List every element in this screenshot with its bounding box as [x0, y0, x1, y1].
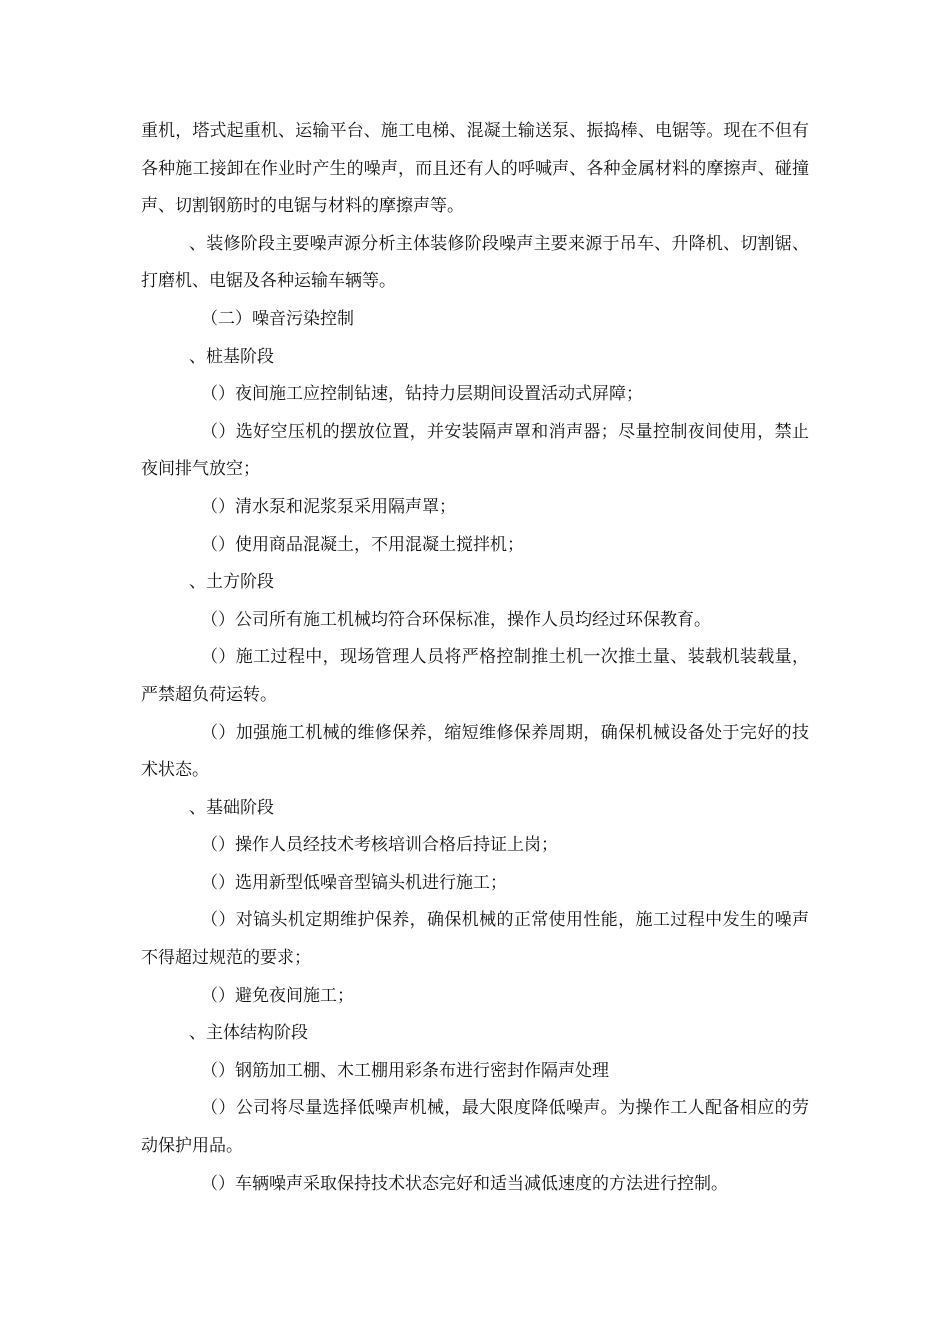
list-item: （）施工过程中，现场管理人员将严格控制推土机一次推土量、装载机装载量，严禁超负荷运转。 — [141, 647, 809, 705]
subheading-foundation-stage: 、基础阶段 — [189, 797, 274, 818]
list-item: （）使用商品混凝土，不用混凝土搅拌机； — [201, 534, 524, 555]
document-body — [141, 113, 809, 1203]
section-heading-noise-control: （二）噪音污染控制 — [201, 308, 354, 329]
subheading-pile-stage: 、桩基阶段 — [189, 346, 274, 367]
list-item: （）公司所有施工机械均符合环保标准，操作人员均经过环保教育。 — [201, 609, 711, 630]
list-item: （）加强施工机械的维修保养，缩短维修保养周期，确保机械设备处于完好的技术状态。 — [141, 722, 809, 781]
list-item: （）钢筋加工棚、木工棚用彩条布进行密封作隔声处理 — [201, 1060, 609, 1081]
paragraph-continuation: 重机，塔式起重机、运输平台、施工电梯、混凝土输送泵、振捣棒、电锯等。现在不但有各种施工接卸在作业时产生的噪声，而且还有人的呼喊声、各种金属材料的摩擦声、碰撞声、切割钢筋时的电锯与材料的摩擦声等。 — [141, 121, 809, 217]
list-item: （）夜间施工应控制钻速，钻持力层期间设置活动式屏障； — [201, 384, 643, 405]
subheading-main-structure-stage: 、主体结构阶段 — [189, 1023, 308, 1044]
list-item: （）操作人员经技术考核培训合格后持证上岗； — [201, 835, 558, 856]
subheading-earthwork-stage: 、土方阶段 — [189, 572, 274, 593]
paragraph-decoration-noise: 、装修阶段主要噪声源分析主体装修阶段噪声主要来源于吊车、升降机、切割锯、打磨机、电锯及各种运输车辆等。 — [141, 233, 809, 292]
list-item: （）避免夜间施工； — [201, 985, 354, 1006]
list-item: （）选好空压机的摆放位置，并安装隔声罩和消声器；尽量控制夜间使用，禁止夜间排气放空； — [141, 421, 809, 480]
list-item: （）公司将尽量选择低噪声机械，最大限度降低噪声。为操作工人配备相应的劳动保护用品。 — [141, 1098, 809, 1157]
list-item: （）车辆噪声采取保持技术状态完好和适当减低速度的方法进行控制。 — [201, 1173, 728, 1194]
list-item: （）对镐头机定期维护保养，确保机械的正常使用性能，施工过程中发生的噪声不得超过规范的要求； — [141, 910, 809, 969]
list-item: （）选用新型低噪音型镐头机进行施工； — [201, 872, 507, 893]
list-item: （）清水泵和泥浆泵采用隔声罩； — [201, 496, 456, 517]
